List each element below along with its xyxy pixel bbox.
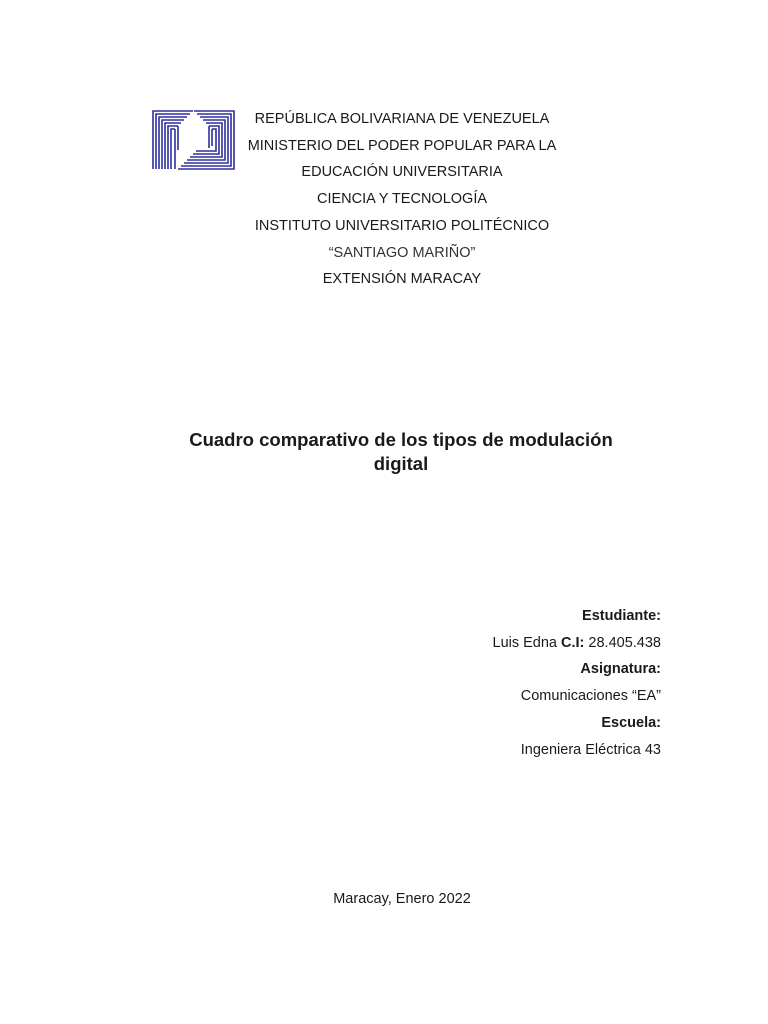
student-label: Estudiante: xyxy=(582,608,661,624)
header-line-institute-name: “SANTIAGO MARIÑO” xyxy=(328,244,476,261)
student-name: Luis Edna xyxy=(492,634,557,651)
subject-label: Asignatura: xyxy=(580,661,661,678)
header-line-institute: INSTITUTO UNIVERSITARIO POLITÉCNICO xyxy=(254,217,550,234)
subject-value: Comunicaciones “EA” xyxy=(520,688,661,705)
header-line-republic: REPÚBLICA BOLIVARIANA DE VENEZUELA xyxy=(254,111,550,127)
document-title-line-2: digital xyxy=(373,453,429,474)
header-line-education: EDUCACIÓN UNIVERSITARIA xyxy=(301,164,503,181)
school-value: Ingeniera Eléctrica 43 xyxy=(520,741,661,758)
student-row xyxy=(493,630,662,657)
institution-header xyxy=(232,106,572,293)
ci-value: 28.405.438 xyxy=(588,634,661,651)
iusm-logo-icon xyxy=(152,110,235,170)
document-title xyxy=(140,428,662,476)
header-line-ministry: MINISTERIO DEL PODER POPULAR PARA LA xyxy=(247,137,557,154)
student-info xyxy=(493,603,662,763)
school-label: Escuela: xyxy=(601,714,661,731)
document-title-line-1: Cuadro comparativo de los tipos de modulación xyxy=(189,429,613,450)
ci-label: C.I: xyxy=(561,634,585,651)
header-line-extension: EXTENSIÓN MARACAY xyxy=(322,271,482,288)
place-date: Maracay, Enero 2022 xyxy=(333,891,471,907)
header-line-science: CIENCIA Y TECNOLOGÍA xyxy=(316,191,488,208)
